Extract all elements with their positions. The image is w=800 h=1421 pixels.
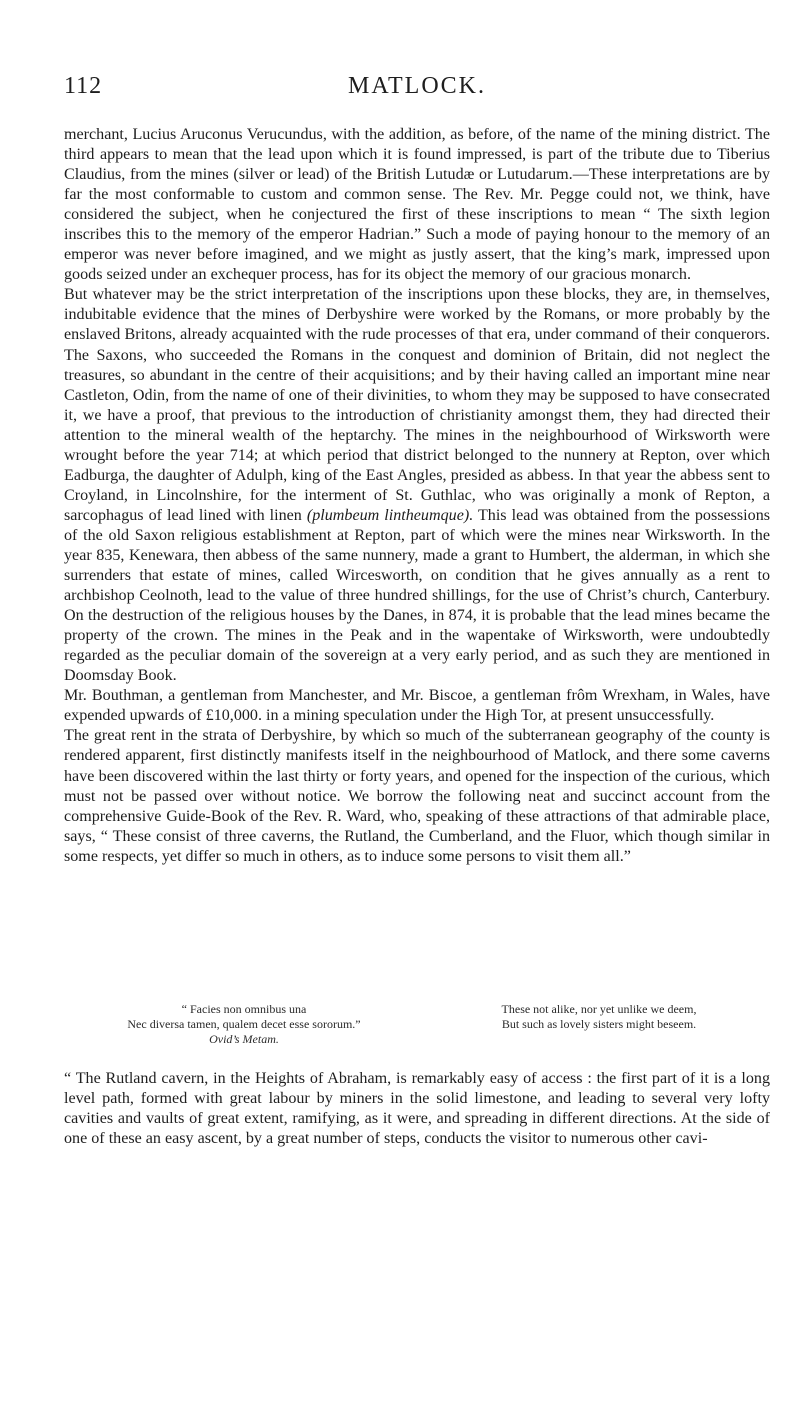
running-head xyxy=(64,73,770,105)
paragraph-caverns: The great rent in the strata of Derbyshire, by which so much of the subterranean geography of the county is rendered apparent, first distinctly manifests itself in the neighbourhood of Matlock, and there some caverns have been discovered within the last thirty or forty years, and opened for the inspection of the curious, which must not be passed over without notice. We borrow the following neat and succinct account from the comprehensive Guide-Book of the Rev. R. Ward, who, speaking of these attractions of that admirable place, says, “ These consist of three caverns, the Rutland, the Cumberland, and the Fluor, which though similar in some respects, yet differ so much in others, as to induce some persons to visit them all.” xyxy=(64,727,770,865)
verse-latin xyxy=(94,1002,394,1047)
paragraph-speculation: Mr. Bouthman, a gentleman from Manchester, and Mr. Biscoe, a gentleman frôm Wrexham, in Wales, have expended upwards of £10,000. in a mining speculation under the High Tor, at present unsuccessfully. xyxy=(64,687,770,725)
body-text xyxy=(64,125,770,867)
verse-attribution: Ovid’s Metam. xyxy=(209,1032,279,1046)
verse-latin-line: “ Facies non omnibus una xyxy=(181,1002,307,1016)
verse-english xyxy=(454,1002,744,1032)
paragraph-saxon-mines-end: This lead was obtained from the possessions of the old Saxon religious establishment at Repton, part of which were the mines near Wirksworth. In the year 835, Kenewara, then abbess of the same nunnery, made a grant to Humbert, the alderman, in which she surrenders that estate of mines, called Wircesworth, on condition that he gives annually as a rent to archbishop Ceolnoth, lead to the value of three hundred shillings, for the use of Christ’s church, Canterbury. On the destruction of the religious houses by the Danes, in 874, it is probable that the lead mines became the property of the crown. The mines in the Peak and in the wapentake of Wirksworth, were undoubtedly regarded as the peculiar domain of the sovereign at a very early period, and as such they are mentioned in Doomsday Book. xyxy=(64,506,771,685)
paragraph-inscriptions: merchant, Lucius Aruconus Verucundus, with the addition, as before, of the name of the mining district. The third appears to mean that the lead upon which it is found impressed, is part of the tribute due to Tiberius Claudius, from the mines (silver or lead) of the British Lutudæ or Lutudarum.—These interpretations are by far the most conformable to custom and common sense. The Rev. Mr. Pegge could not, we think, have considered the subject, when he conjectured the first of these inscriptions to mean “ The sixth legion inscribes this to the memory of the emperor Hadrian.” Such a mode of paying honour to the memory of an emperor was never before imagined, and we might as justly assert, that the king’s mark, impressed upon goods seized under an exchequer process, has for its object the memory of our gracious monarch. xyxy=(64,126,770,284)
latin-phrase: (plumbeum lintheumque). xyxy=(306,506,474,524)
verse-english-line: But such as lovely sisters might beseem. xyxy=(501,1017,697,1031)
verse-quotation xyxy=(64,1002,770,1054)
verse-latin-line: Nec diversa tamen, qualem decet esse sororum.” xyxy=(127,1017,361,1031)
paragraph-saxon-mines-start: But whatever may be the strict interpretation of the inscriptions upon these blocks, they are, in themselves, indubitable evidence that the mines of Derbyshire were worked by the Romans, or more probably by the enslaved Britons, already acquainted with the rude processes of that era, under command of their conquerors. The Saxons, who succeeded the Romans in the conquest and dominion of Britain, did not neglect the treasures, so abundant in the centre of their acquisitions; and by their having called an important mine near Castleton, Odin, from the name of one of their divinities, to whom they may be supposed to have consecrated it, we have a proof, that previous to the introduction of christianity amongst them, they had directed their attention to the mineral wealth of the heptarchy. The mines in the neighbourhood of Wirksworth were wrought before the year 714; at which period that district belonged to the nunnery at Repton, over which Eadburga, the daughter of Adulph, king of the East Angles, presided as abbess. In that year the abbess sent to Croyland, in Lincolnshire, for the interment of St. Guthlac, who was originally a monk of Repton, a sarcophagus of lead lined with linen xyxy=(64,286,770,524)
page-number: 112 xyxy=(64,73,103,99)
verse-english-line: These not alike, nor yet unlike we deem, xyxy=(501,1002,697,1016)
body-text-continued xyxy=(64,1069,770,1149)
paragraph-saxon-mines xyxy=(64,285,770,686)
running-title: MATLOCK. xyxy=(347,73,486,99)
paragraph-rutland-cavern: “ The Rutland cavern, in the Heights of Abraham, is remarkably easy of access : the first part of it is a long level path, formed with great labour by miners in the solid limestone, and leading to several very lofty cavities and vaults of great extent, ramifying, as it were, and spreading in different directions. At the side of one of these an easy ascent, by a great number of steps, conducts the visitor to numerous other cavi- xyxy=(64,1070,770,1148)
book-page xyxy=(64,0,770,1421)
